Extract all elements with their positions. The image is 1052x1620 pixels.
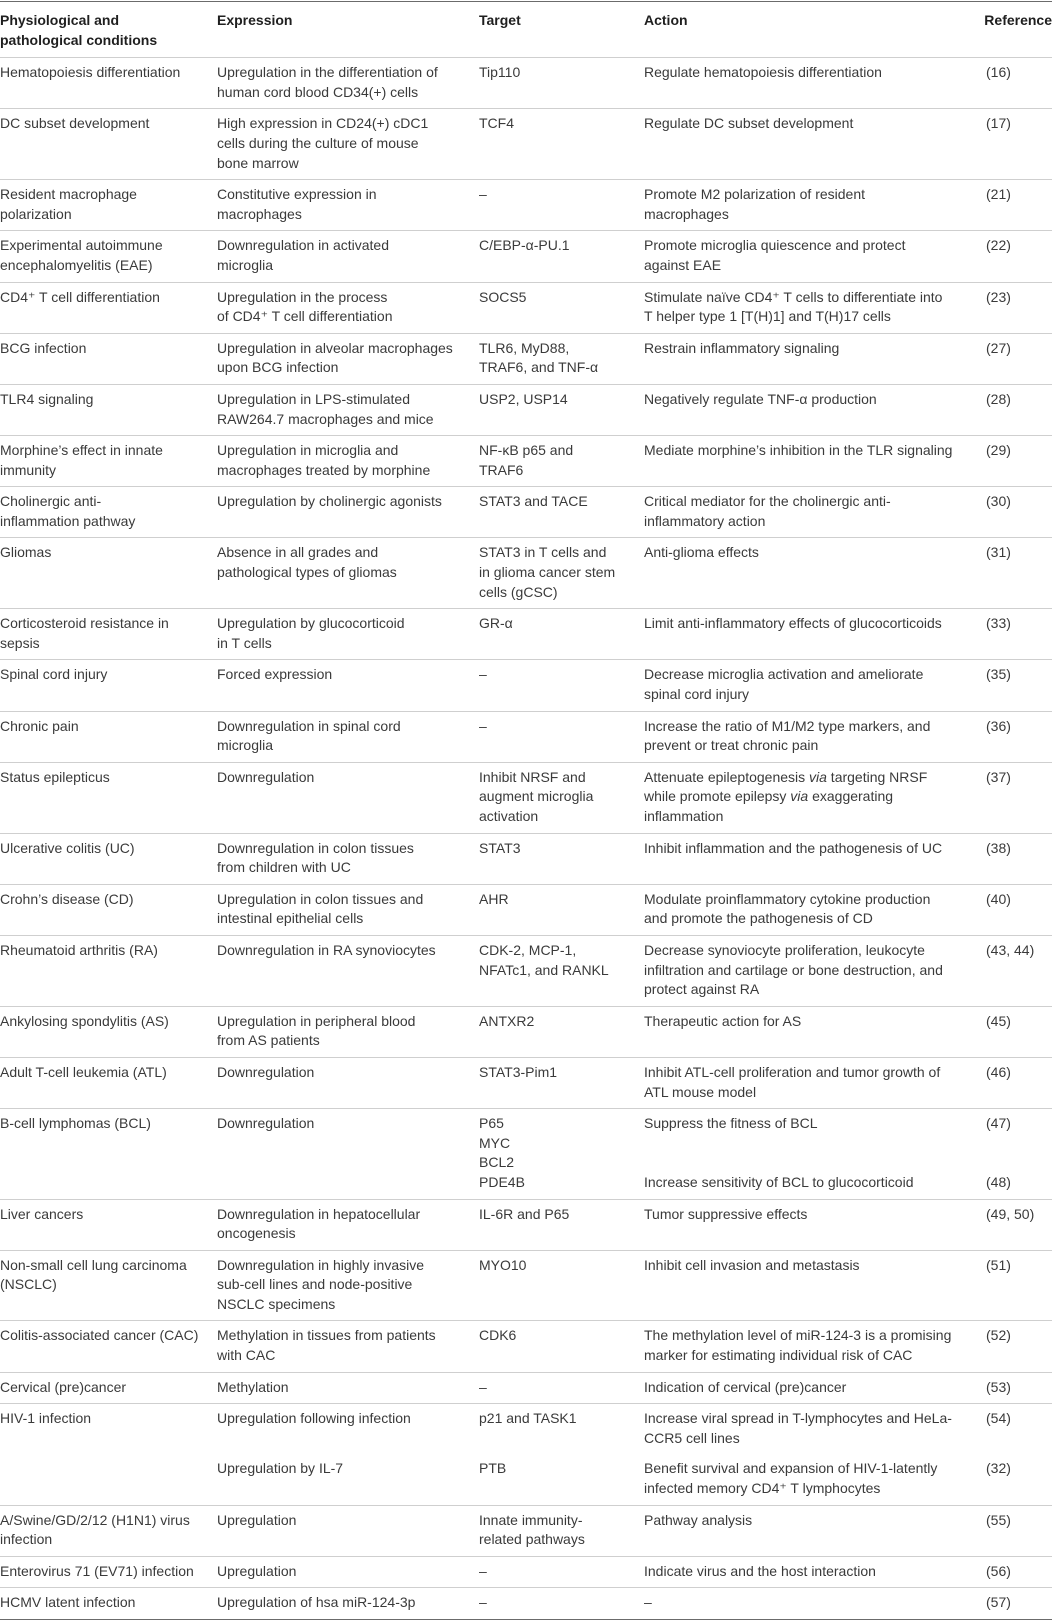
cell-condition: Spinal cord injury — [0, 660, 217, 711]
cell-reference: (33) — [974, 609, 1052, 660]
cell-expression: Upregulation in the process of CD4⁺ T cell differentiation — [217, 282, 479, 333]
table-row — [0, 487, 1052, 538]
cell-target: IL-6R and P65 — [479, 1199, 644, 1250]
cell-action: Promote microglia quiescence and protect against EAE — [644, 231, 974, 282]
italic-term: via — [790, 788, 809, 805]
cell-action: Pathway analysis — [644, 1505, 974, 1556]
mir124-conditions-table — [0, 1, 1052, 1620]
cell-reference: (46) — [974, 1057, 1052, 1108]
cell-expression: Forced expression — [217, 660, 479, 711]
cell-condition: HIV-1 infection — [0, 1404, 217, 1455]
table-row — [0, 1250, 1052, 1321]
cell-target: GR-α — [479, 609, 644, 660]
cell-action: The methylation level of miR-124-3 is a promising marker for estimating individual risk of CAC — [644, 1321, 974, 1372]
table-row — [0, 711, 1052, 762]
cell-reference: (38) — [974, 833, 1052, 884]
table-row — [0, 58, 1052, 109]
cell-expression: Downregulation in hepatocellular oncogenesis — [217, 1199, 479, 1250]
cell-reference: (29) — [974, 436, 1052, 487]
cell-reference: (53) — [974, 1372, 1052, 1404]
cell-condition: Liver cancers — [0, 1199, 217, 1250]
cell-condition: Cervical (pre)cancer — [0, 1372, 217, 1404]
table-row — [0, 231, 1052, 282]
cell-target: NF-κB p65 and TRAF6 — [479, 436, 644, 487]
table-row — [0, 884, 1052, 935]
table-row — [0, 833, 1052, 884]
cell-action: Attenuate epileptogenesis via targeting NRSF while promote epilepsy via exaggerating inflammation — [644, 762, 974, 833]
cell-target: C/EBP-α-PU.1 — [479, 231, 644, 282]
cell-expression: Downregulation in activated microglia — [217, 231, 479, 282]
cell-condition: Adult T-cell leukemia (ATL) — [0, 1057, 217, 1108]
table-header — [0, 2, 1052, 58]
cell-action: Decrease synoviocyte proliferation, leukocyte infiltration and cartilage or bone destruction, and protect against RA — [644, 935, 974, 1006]
cell-condition: Non-small cell lung carcinoma (NSCLC) — [0, 1250, 217, 1321]
cell-expression: Upregulation — [217, 1556, 479, 1588]
cell-reference: (27) — [974, 333, 1052, 384]
cell-action: Tumor suppressive effects — [644, 1199, 974, 1250]
cell-reference: (40) — [974, 884, 1052, 935]
cell-condition: Experimental autoimmune encephalomyelitis (EAE) — [0, 231, 217, 282]
cell-reference: (57) — [974, 1588, 1052, 1620]
cell-target: ANTXR2 — [479, 1006, 644, 1057]
cell-target: TLR6, MyD88, TRAF6, and TNF-α — [479, 333, 644, 384]
cell-expression: Downregulation in colon tissues from children with UC — [217, 833, 479, 884]
table-row — [0, 1199, 1052, 1250]
cell-action: Regulate DC subset development — [644, 109, 974, 180]
cell-expression: Methylation — [217, 1372, 479, 1404]
cell-condition: BCG infection — [0, 333, 217, 384]
cell-condition: Colitis-associated cancer (CAC) — [0, 1321, 217, 1372]
cell-reference: (51) — [974, 1250, 1052, 1321]
cell-action: Critical mediator for the cholinergic anti- inflammatory action — [644, 487, 974, 538]
table-row — [0, 1372, 1052, 1404]
cell-target: Innate immunity- related pathways — [479, 1505, 644, 1556]
cell-action: Suppress the fitness of BCL Increase sensitivity of BCL to glucocorticoid — [644, 1109, 974, 1199]
cell-action: Regulate hematopoiesis differentiation — [644, 58, 974, 109]
table-row — [0, 1505, 1052, 1556]
cell-condition: Hematopoiesis differentiation — [0, 58, 217, 109]
header-reference: Reference — [984, 12, 1052, 28]
cell-reference: (47) (48) — [974, 1109, 1052, 1199]
cell-target: STAT3 — [479, 833, 644, 884]
cell-expression: Upregulation in colon tissues and intestinal epithelial cells — [217, 884, 479, 935]
table-body — [0, 58, 1052, 1620]
cell-expression: Upregulation in LPS-stimulated RAW264.7 macrophages and mice — [217, 384, 479, 435]
table-row — [0, 1588, 1052, 1620]
cell-action: Indicate virus and the host interaction — [644, 1556, 974, 1588]
cell-condition: Enterovirus 71 (EV71) infection — [0, 1556, 217, 1588]
cell-reference: (28) — [974, 384, 1052, 435]
header-action: Action — [644, 12, 688, 28]
cell-action: Inhibit ATL-cell proliferation and tumor growth of ATL mouse model — [644, 1057, 974, 1108]
table-row — [0, 333, 1052, 384]
cell-target: – — [479, 1588, 644, 1620]
cell-action: – — [644, 1588, 974, 1620]
cell-expression: Upregulation in alveolar macrophages upon BCG infection — [217, 333, 479, 384]
cell-action: Promote M2 polarization of resident macrophages — [644, 180, 974, 231]
cell-condition: DC subset development — [0, 109, 217, 180]
table-row — [0, 935, 1052, 1006]
cell-expression: Upregulation in peripheral blood from AS patients — [217, 1006, 479, 1057]
cell-target: STAT3-Pim1 — [479, 1057, 644, 1108]
cell-action: Limit anti-inflammatory effects of glucocorticoids — [644, 609, 974, 660]
cell-reference: (36) — [974, 711, 1052, 762]
cell-target: – — [479, 180, 644, 231]
cell-expression: Downregulation in RA synoviocytes — [217, 935, 479, 1006]
cell-target: p21 and TASK1 — [479, 1404, 644, 1455]
cell-target: TCF4 — [479, 109, 644, 180]
cell-action: Stimulate naïve CD4⁺ T cells to differentiate into T helper type 1 [T(H)1] and T(H)17 cells — [644, 282, 974, 333]
table-row — [0, 1109, 1052, 1199]
cell-expression: Constitutive expression in macrophages — [217, 180, 479, 231]
table-row — [0, 384, 1052, 435]
cell-target: – — [479, 1372, 644, 1404]
cell-reference: (55) — [974, 1505, 1052, 1556]
table-row — [0, 1556, 1052, 1588]
cell-action: Mediate morphine’s inhibition in the TLR signaling — [644, 436, 974, 487]
cell-reference: (43, 44) — [974, 935, 1052, 1006]
cell-target: USP2, USP14 — [479, 384, 644, 435]
cell-action: Negatively regulate TNF-α production — [644, 384, 974, 435]
cell-target: AHR — [479, 884, 644, 935]
cell-expression: Absence in all grades and pathological types of gliomas — [217, 538, 479, 609]
cell-expression: Upregulation by cholinergic agonists — [217, 487, 479, 538]
cell-reference: (35) — [974, 660, 1052, 711]
cell-reference: (30) — [974, 487, 1052, 538]
table-row — [0, 1057, 1052, 1108]
cell-expression: High expression in CD24(+) cDC1 cells during the culture of mouse bone marrow — [217, 109, 479, 180]
header-expression: Expression — [217, 12, 293, 28]
cell-condition: HCMV latent infection — [0, 1588, 217, 1620]
cell-action: Anti-glioma effects — [644, 538, 974, 609]
table-row — [0, 609, 1052, 660]
cell-condition: Cholinergic anti- inflammation pathway — [0, 487, 217, 538]
table-row — [0, 1454, 1052, 1505]
table-row — [0, 1006, 1052, 1057]
cell-reference: (16) — [974, 58, 1052, 109]
cell-condition: Morphine’s effect in innate immunity — [0, 436, 217, 487]
cell-action: Modulate proinflammatory cytokine production and promote the pathogenesis of CD — [644, 884, 974, 935]
cell-target: CDK6 — [479, 1321, 644, 1372]
cell-condition: Ulcerative colitis (UC) — [0, 833, 217, 884]
cell-target: STAT3 in T cells and in glioma cancer stem cells (gCSC) — [479, 538, 644, 609]
cell-reference: (21) — [974, 180, 1052, 231]
cell-condition: Gliomas — [0, 538, 217, 609]
cell-reference: (22) — [974, 231, 1052, 282]
cell-target: Tip110 — [479, 58, 644, 109]
cell-action: Increase viral spread in T-lymphocytes and HeLa- CCR5 cell lines — [644, 1404, 974, 1455]
cell-action: Restrain inflammatory signaling — [644, 333, 974, 384]
cell-condition — [0, 1454, 217, 1505]
cell-condition: Crohn’s disease (CD) — [0, 884, 217, 935]
cell-target: SOCS5 — [479, 282, 644, 333]
cell-condition: Status epilepticus — [0, 762, 217, 833]
cell-expression: Upregulation in the differentiation of human cord blood CD34(+) cells — [217, 58, 479, 109]
cell-reference: (37) — [974, 762, 1052, 833]
table-row — [0, 1321, 1052, 1372]
cell-expression: Downregulation in spinal cord microglia — [217, 711, 479, 762]
cell-condition: A/Swine/GD/2/12 (H1N1) virus infection — [0, 1505, 217, 1556]
cell-expression: Upregulation of hsa miR-124-3p — [217, 1588, 479, 1620]
cell-action: Inhibit inflammation and the pathogenesis of UC — [644, 833, 974, 884]
cell-expression: Downregulation in highly invasive sub-cell lines and node-positive NSCLC specimens — [217, 1250, 479, 1321]
cell-target: – — [479, 1556, 644, 1588]
cell-action: Decrease microglia activation and ameliorate spinal cord injury — [644, 660, 974, 711]
cell-reference: (23) — [974, 282, 1052, 333]
table-row — [0, 180, 1052, 231]
table-row — [0, 1404, 1052, 1455]
table-row — [0, 282, 1052, 333]
table-row — [0, 436, 1052, 487]
cell-target: P65 MYC BCL2 PDE4B — [479, 1109, 644, 1199]
cell-target: Inhibit NRSF and augment microglia activation — [479, 762, 644, 833]
cell-expression: Upregulation by glucocorticoid in T cells — [217, 609, 479, 660]
cell-condition: Rheumatoid arthritis (RA) — [0, 935, 217, 1006]
header-row — [0, 2, 1052, 58]
cell-action: Increase the ratio of M1/M2 type markers, and prevent or treat chronic pain — [644, 711, 974, 762]
table-row — [0, 762, 1052, 833]
cell-condition: Resident macrophage polarization — [0, 180, 217, 231]
cell-expression: Downregulation — [217, 762, 479, 833]
cell-reference: (32) — [986, 1460, 1011, 1477]
cell-condition: Corticosteroid resistance in sepsis — [0, 609, 217, 660]
cell-target: PTB — [479, 1460, 507, 1477]
cell-condition: Chronic pain — [0, 711, 217, 762]
cell-expression: Downregulation — [217, 1057, 479, 1108]
cell-reference: (49, 50) — [974, 1199, 1052, 1250]
cell-condition: TLR4 signaling — [0, 384, 217, 435]
cell-reference: (56) — [974, 1556, 1052, 1588]
cell-action: Inhibit cell invasion and metastasis — [644, 1250, 974, 1321]
cell-expression: Upregulation following infection — [217, 1404, 479, 1455]
header-conditions: Physiological and pathological conditions — [0, 12, 158, 48]
cell-expression: Downregulation — [217, 1109, 479, 1199]
cell-expression: Upregulation — [217, 1505, 479, 1556]
cell-reference: (45) — [974, 1006, 1052, 1057]
cell-expression: Methylation in tissues from patients with CAC — [217, 1321, 479, 1372]
table-row — [0, 109, 1052, 180]
cell-target: CDK-2, MCP-1, NFATc1, and RANKL — [479, 935, 644, 1006]
cell-reference: (52) — [974, 1321, 1052, 1372]
cell-condition: Ankylosing spondylitis (AS) — [0, 1006, 217, 1057]
italic-term: via — [809, 768, 827, 785]
cell-target: MYO10 — [479, 1250, 644, 1321]
cell-target: – — [479, 711, 644, 762]
cell-reference: (31) — [974, 538, 1052, 609]
table-row — [0, 538, 1052, 609]
cell-reference: (17) — [974, 109, 1052, 180]
cell-action: Therapeutic action for AS — [644, 1006, 974, 1057]
cell-target: – — [479, 660, 644, 711]
cell-condition: CD4⁺ T cell differentiation — [0, 282, 217, 333]
header-target: Target — [479, 12, 521, 28]
cell-expression: Upregulation in microglia and macrophages treated by morphine — [217, 436, 479, 487]
cell-target: STAT3 and TACE — [479, 487, 644, 538]
table-row — [0, 660, 1052, 711]
cell-reference: (54) — [974, 1404, 1052, 1455]
cell-expression: Upregulation by IL-7 — [217, 1460, 344, 1477]
cell-condition: B-cell lymphomas (BCL) — [0, 1109, 217, 1199]
cell-action: Benefit survival and expansion of HIV-1-latently infected memory CD4⁺ T lymphocytes — [644, 1460, 938, 1497]
cell-action: Indication of cervical (pre)cancer — [644, 1372, 974, 1404]
